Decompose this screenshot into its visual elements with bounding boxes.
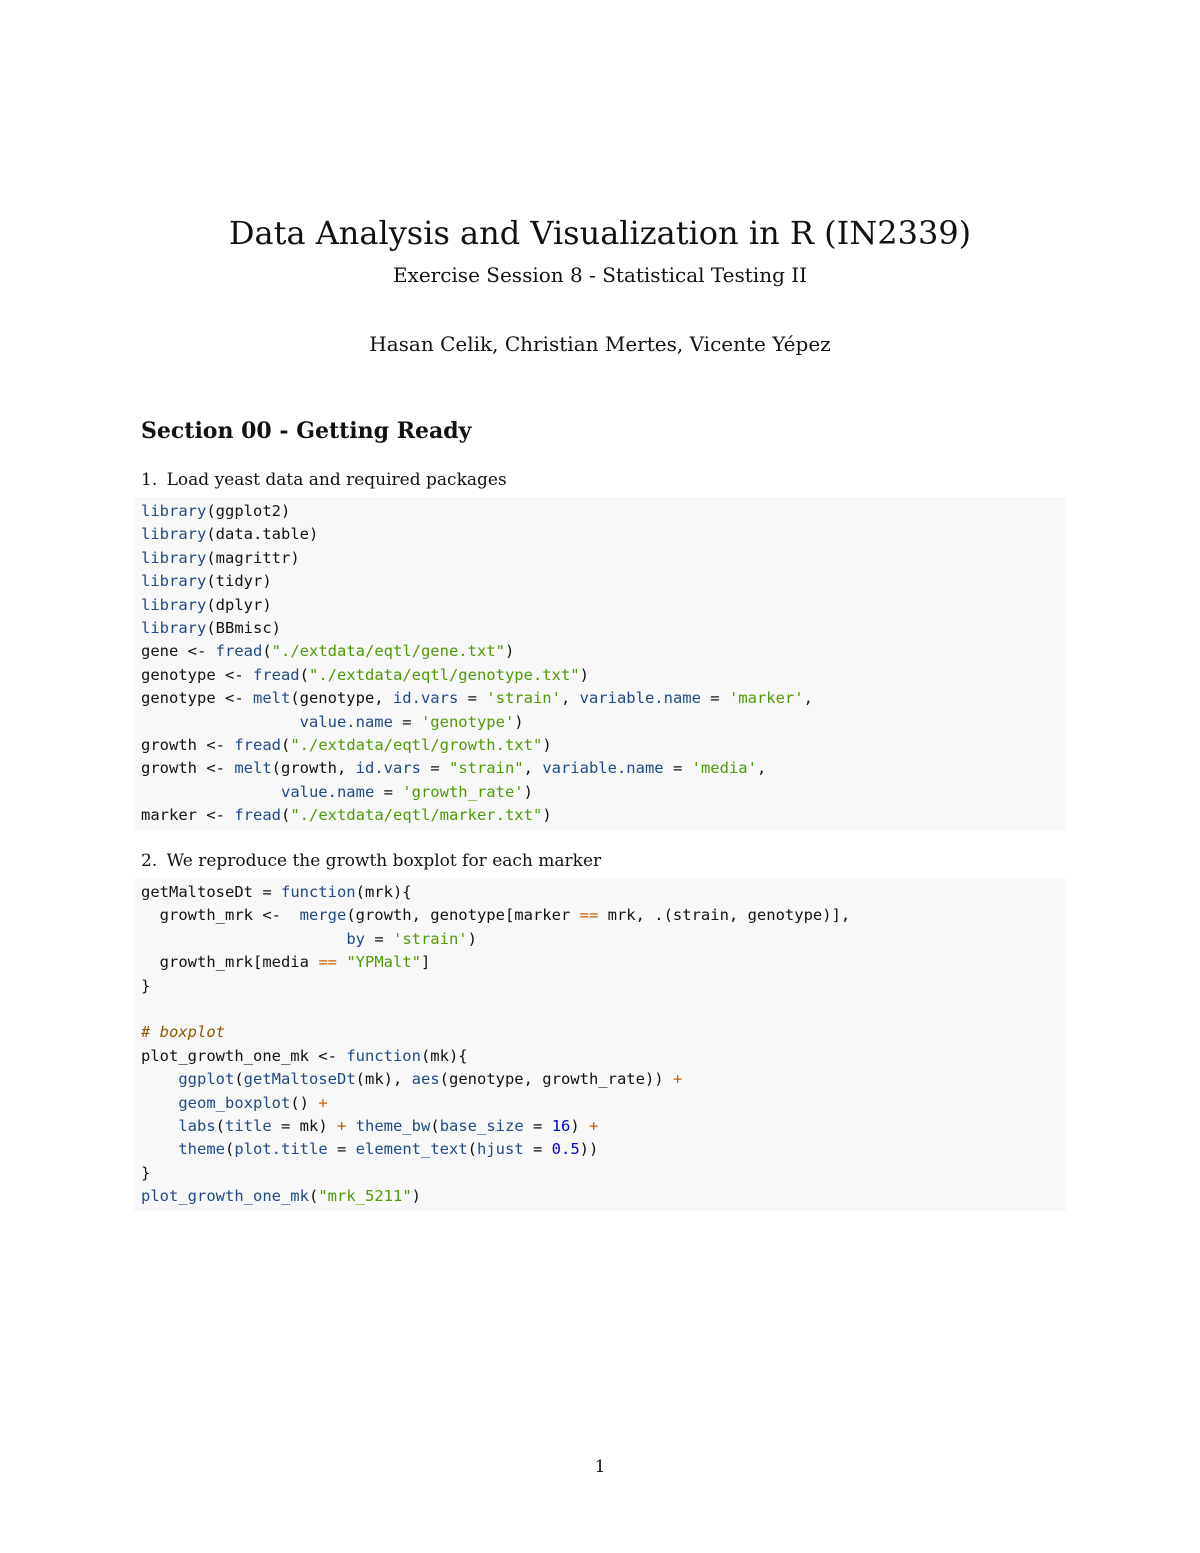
code-text-token: ]	[420, 953, 431, 972]
code-text-token: plot_growth_one_mk <-	[141, 1046, 347, 1065]
code-text-token: (	[467, 1140, 477, 1159]
code-line	[141, 1138, 1059, 1161]
code-line	[141, 594, 1059, 617]
page-number: 1	[594, 1457, 606, 1477]
code-text-token	[141, 1117, 178, 1135]
code-text-token: }	[141, 976, 151, 995]
code-function-token: value.name	[280, 782, 375, 801]
code-line	[141, 734, 1059, 757]
code-operator-token: ==	[579, 906, 599, 925]
code-string-token: "./extdata/eqtl/gene.txt"	[271, 642, 505, 661]
code-text-token: }	[141, 1163, 151, 1182]
document-subtitle: Exercise Session 8 - Statistical Testing II	[392, 263, 808, 287]
code-comment-token: # boxplot	[141, 1023, 225, 1042]
code-line	[141, 687, 1059, 710]
code-block	[134, 878, 1066, 1211]
code-text-token: )	[514, 712, 524, 731]
code-text-token: (mk){	[420, 1046, 468, 1065]
code-text-token: =	[392, 712, 421, 731]
code-string-token: 'genotype'	[420, 712, 515, 731]
code-function-token: id.vars	[392, 689, 459, 708]
code-text-token: =	[700, 689, 729, 708]
code-text-token: ))	[579, 1140, 599, 1159]
code-text-token: )	[542, 806, 552, 825]
code-number-token: 16	[551, 1116, 571, 1135]
code-function-token: base_size	[439, 1116, 524, 1135]
code-text-token: =	[327, 1140, 356, 1159]
code-function-token: hjust	[477, 1140, 524, 1159]
code-function-token: function	[346, 1046, 421, 1065]
code-text-token: (	[430, 1116, 440, 1135]
list-item	[141, 849, 601, 873]
code-function-token: geom_boxplot	[178, 1093, 291, 1112]
code-text-token: (	[299, 665, 309, 684]
code-function-token: theme_bw	[355, 1116, 431, 1135]
section-heading: Section 00 - Getting Ready	[141, 418, 472, 444]
code-line	[141, 1068, 1059, 1091]
document-title: Data Analysis and Visualization in R (IN2339)	[228, 214, 972, 252]
code-line	[141, 998, 1059, 1021]
code-text-token: (	[225, 1140, 235, 1159]
code-function-token: plot.title	[234, 1140, 328, 1159]
list-item-text: We reproduce the growth boxplot for each marker	[166, 851, 602, 871]
code-function-token: variable.name	[579, 689, 701, 708]
code-function-token: element_text	[355, 1140, 468, 1159]
code-text-token: gene <-	[141, 642, 216, 661]
code-text-token: genotype <-	[141, 689, 253, 708]
list-item-text: Load yeast data and required packages	[166, 470, 507, 490]
code-function-token: variable.name	[542, 759, 664, 778]
code-text-token	[141, 1070, 178, 1088]
code-string-token: "./extdata/eqtl/genotype.txt"	[309, 665, 580, 684]
code-text-token: (growth, genotype[marker	[346, 906, 580, 925]
code-string-token: 'media'	[691, 759, 757, 778]
code-operator-token: +	[589, 1116, 599, 1135]
code-line	[141, 1162, 1059, 1185]
code-function-token: library	[141, 618, 207, 637]
code-text-token: )	[579, 665, 589, 684]
document-authors: Hasan Celik, Christian Mertes, Vicente Yépez	[369, 332, 831, 356]
code-text-token: (mk),	[355, 1070, 412, 1089]
code-operator-token: +	[337, 1116, 347, 1135]
code-text-token: =	[420, 759, 449, 778]
code-function-token: plot_growth_one_mk	[141, 1187, 309, 1206]
code-function-token: title	[225, 1116, 272, 1135]
code-operator-token: ==	[318, 953, 337, 972]
code-string-token: 'growth_rate'	[402, 782, 524, 801]
code-text-token: =	[523, 1116, 552, 1135]
code-function-token: library	[141, 548, 207, 567]
code-function-token: by	[346, 929, 365, 948]
code-line	[141, 500, 1059, 523]
code-line	[141, 547, 1059, 570]
code-text-token: )	[411, 1187, 421, 1206]
code-function-token: aes	[411, 1070, 440, 1089]
code-line	[141, 781, 1059, 804]
code-text-token: (BBmisc)	[206, 618, 281, 637]
code-string-token: 'marker'	[728, 689, 804, 708]
code-text-token: ,	[803, 689, 813, 708]
code-text-token: getMaltoseDt =	[141, 883, 281, 901]
code-text-token: marker <-	[141, 806, 235, 825]
code-line	[141, 1092, 1059, 1115]
code-string-token: "YPMalt"	[346, 953, 421, 972]
code-function-token: theme	[178, 1140, 225, 1159]
code-text-token: )	[523, 782, 533, 801]
code-text-token: (magrittr)	[206, 548, 300, 567]
code-text-token: ,	[523, 759, 543, 778]
code-text-token: (	[234, 1070, 244, 1089]
code-function-token: melt	[234, 759, 272, 778]
code-function-token: library	[141, 502, 207, 520]
code-line	[141, 1021, 1059, 1044]
code-text-token: (data.table)	[206, 525, 319, 544]
code-text-token: (genotype,	[290, 689, 393, 708]
code-function-token: merge	[299, 906, 347, 925]
code-line	[141, 928, 1059, 951]
code-text-token	[141, 783, 281, 801]
code-text-token	[141, 713, 300, 731]
code-text-token: growth_mrk[media	[141, 953, 319, 972]
code-text-token	[141, 930, 346, 948]
code-string-token: 'strain'	[486, 689, 561, 708]
list-item-number: 2.	[141, 851, 158, 871]
list-item	[141, 468, 507, 492]
code-text-token: (	[308, 1187, 319, 1206]
code-number-token: 0.5	[551, 1140, 580, 1159]
code-text-token: (	[215, 1116, 225, 1135]
code-line	[141, 640, 1059, 663]
code-function-token: fread	[215, 642, 263, 661]
code-string-token: "./extdata/eqtl/marker.txt"	[290, 806, 543, 825]
code-operator-token: +	[672, 1070, 683, 1089]
code-line	[141, 904, 1059, 927]
code-text-token: =	[364, 929, 393, 948]
code-text-token	[141, 1094, 178, 1112]
code-text-token: growth_mrk <-	[141, 906, 300, 925]
code-text-token: (	[281, 735, 291, 754]
code-line	[141, 711, 1059, 734]
code-text-token: =	[523, 1140, 552, 1159]
code-function-token: library	[141, 525, 207, 544]
code-function-token: library	[141, 595, 207, 614]
list-item-number: 1.	[141, 470, 158, 490]
code-line	[141, 1185, 1059, 1208]
code-line	[141, 881, 1059, 904]
code-string-token: "strain"	[448, 759, 524, 778]
code-text-token	[346, 1117, 355, 1135]
code-block	[134, 497, 1066, 830]
code-function-token: library	[141, 572, 207, 591]
code-text-token	[141, 1140, 178, 1158]
code-text-token: =	[663, 759, 692, 778]
code-function-token: value.name	[299, 712, 393, 731]
code-text-token: =	[458, 689, 487, 708]
code-text-token: )	[570, 1116, 590, 1135]
code-function-token: ggplot	[178, 1070, 235, 1089]
code-text-token: genotype <-	[141, 665, 253, 684]
code-text-token: (mrk){	[355, 883, 412, 901]
code-text-token: ,	[756, 759, 767, 778]
code-text-token: mrk, .(strain, genotype)],	[598, 906, 851, 925]
code-text-token: (dplyr)	[206, 595, 272, 614]
code-line	[141, 617, 1059, 640]
code-text-token	[337, 953, 346, 971]
code-text-token: )	[542, 735, 552, 754]
code-string-token: 'strain'	[392, 929, 468, 948]
code-text-token: (genotype, growth_rate))	[439, 1070, 673, 1089]
code-function-token: id.vars	[355, 759, 421, 778]
code-operator-token: +	[318, 1093, 328, 1112]
code-text-token: growth <-	[141, 759, 235, 778]
code-text-token: )	[504, 642, 515, 661]
code-line	[141, 951, 1059, 974]
code-text-token: (	[262, 642, 272, 661]
code-text-token: (	[281, 806, 291, 825]
code-line	[141, 804, 1059, 827]
code-function-token: function	[280, 883, 356, 901]
code-text-token: growth <-	[141, 735, 235, 754]
code-line	[141, 757, 1059, 780]
code-function-token: fread	[234, 806, 281, 825]
code-line	[141, 523, 1059, 546]
code-text-token: ,	[560, 689, 580, 708]
code-text-token: =	[374, 782, 403, 801]
code-function-token: melt	[252, 689, 291, 708]
code-text-token: )	[467, 929, 477, 948]
code-line	[141, 975, 1059, 998]
code-line	[141, 570, 1059, 593]
code-text-token: ()	[290, 1093, 319, 1112]
code-line	[141, 1045, 1059, 1068]
code-string-token: "mrk_5211"	[318, 1187, 412, 1206]
code-text-token: = mk)	[271, 1116, 337, 1135]
code-line	[141, 1115, 1059, 1138]
code-string-token: "./extdata/eqtl/growth.txt"	[290, 735, 543, 754]
code-function-token: labs	[178, 1116, 216, 1135]
code-function-token: fread	[252, 665, 300, 684]
code-line	[141, 664, 1059, 687]
code-function-token: fread	[234, 735, 281, 754]
code-text-token: (ggplot2)	[206, 502, 291, 520]
code-function-token: getMaltoseDt	[243, 1070, 356, 1089]
code-text-token: (tidyr)	[206, 572, 272, 591]
code-text-token: (growth,	[271, 759, 356, 778]
